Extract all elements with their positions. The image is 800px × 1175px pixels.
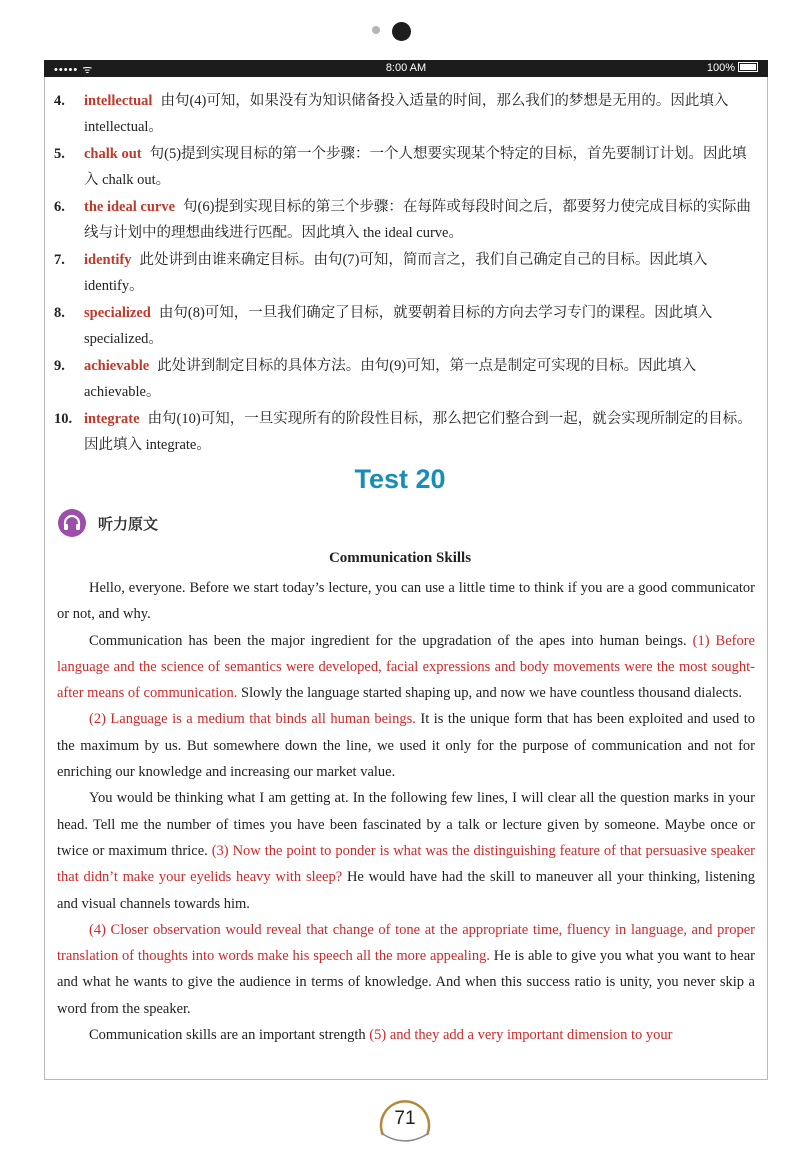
transcript-text: Hello, everyone. Before we start today’s lecture, you can use a little time to think if you are a good communicator or not, and why. <box>57 580 755 623</box>
battery-status <box>707 62 758 74</box>
answer-number: 5. <box>54 146 65 162</box>
answer-keyword: achievable <box>84 358 150 374</box>
transcript-paragraph <box>57 1022 755 1048</box>
passage-title: Communication Skills <box>328 550 472 566</box>
answer-number: 8. <box>54 305 65 321</box>
answer-keyword: intellectual <box>84 93 153 109</box>
transcript-text: He is able to give you what you want to hear and what he wants to give the audience in terms of knowledge. And when this success ratio is unity, you never skip a word from the speaker. <box>57 948 756 1017</box>
answer-number: 10. <box>54 411 73 427</box>
transcript-paragraph <box>57 628 755 707</box>
answer-keyword: specialized <box>84 305 151 321</box>
status-bar <box>44 60 768 77</box>
battery-percent: 100% <box>706 62 735 74</box>
answer-keyword: identify <box>84 252 132 268</box>
answer-explanations <box>54 88 754 459</box>
key-sentence: (5) and they add a very important dimension to your <box>369 1027 673 1044</box>
key-sentence: (1) Before language and the science of semantics were developed, facial expressions and body movements were the most sought-after means of communication. <box>57 632 755 702</box>
transcript-paragraph <box>57 785 755 916</box>
transcript-text: Slowly the language started shaping up, and now we have countless thousand dialects. <box>237 685 742 702</box>
status-time: 8:00 AM <box>385 62 427 74</box>
answer-item <box>54 141 754 193</box>
page-number: 71 <box>394 1108 416 1129</box>
transcript-paragraph <box>57 706 755 785</box>
answer-explanation: 此处讲到制定目标的具体方法。由句(9)可知，第一点是制定可实现的目标。因此填入 achievable。 <box>84 358 697 400</box>
answer-item <box>54 88 754 140</box>
answer-number: 7. <box>54 252 65 268</box>
answer-keyword: integrate <box>84 411 140 427</box>
battery-icon <box>738 62 758 72</box>
transcript-paragraph <box>57 575 755 628</box>
answer-keyword: chalk out <box>84 146 142 162</box>
answer-number: 4. <box>54 93 65 109</box>
answer-keyword: the ideal curve <box>84 199 176 215</box>
answer-explanation: 由句(8)可知，一旦我们确定了目标，就要朝着目标的方向去学习专门的课程。因此填入 specialized。 <box>84 305 713 347</box>
key-sentence: (4) Closer observation would reveal that change of tone at the appropriate time, fluency in language, and proper translation of thoughts into words make his speech all the more appealing. <box>57 921 755 965</box>
answer-explanation: 此处讲到由谁来确定目标。由句(7)可知，简而言之，我们自己确定自己的目标。因此填入 identify。 <box>84 252 708 294</box>
camera-dot <box>372 26 380 34</box>
key-sentence: (2) Language is a medium that binds all human beings. <box>89 711 416 728</box>
answer-explanation: 由句(4)可知，如果没有为知识储备投入适量的时间，那么我们的梦想是无用的。因此填入 intellectual。 <box>84 93 729 135</box>
answer-number: 6. <box>54 199 65 215</box>
camera-lens <box>392 22 411 41</box>
transcript-text: He would have had the skill to maneuver all your thinking, listening and visual channels towards him. <box>57 869 756 912</box>
transcript-text: Communication has been the major ingredient for the upgradation of the apes into human beings. <box>89 632 693 649</box>
answer-explanation: 句(6)提到实现目标的第三个步骤：在每阵或每段时间之后，都要努力使完成目标的实际曲线与计划中的理想曲线进行匹配。因此填入 the ideal curve。 <box>84 199 751 241</box>
answer-explanation: 由句(10)可知，一旦实现所有的阶段性目标，那么把它们整合到一起，就会实现所制定的目标。因此填入 integrate。 <box>84 411 752 453</box>
answer-number: 9. <box>54 358 65 374</box>
answer-item <box>54 353 754 405</box>
transcript-text: Communication skills are an important strength <box>89 1027 370 1044</box>
listening-transcript <box>57 575 755 1048</box>
headphones-icon <box>58 509 86 537</box>
key-sentence: (3) Now the point to ponder is what was the distinguishing feature of that persuasive speaker that didn’t make your eyelids heavy with sleep? <box>57 842 755 886</box>
answer-item <box>54 194 754 246</box>
transcript-text: It is the unique form that has been exploited and used to the maximum by us. But somewhere down the line, we used it only for the purpose of communication and not for enriching our knowledge and increasing our market value. <box>57 711 755 781</box>
answer-item <box>54 406 754 458</box>
section-label: 听力原文 <box>98 515 159 533</box>
test-title: Test 20 <box>354 464 446 494</box>
answer-item <box>54 247 754 299</box>
transcript-paragraph <box>57 917 755 1022</box>
signal-indicator: ••••• ᯤ <box>54 64 94 76</box>
answer-item <box>54 300 754 352</box>
answer-explanation: 句(5)提到实现目标的第一个步骤：一个人想要实现某个特定的目标，首先要制订计划。因此填入 chalk out。 <box>84 146 747 188</box>
transcript-text: You would be thinking what I am getting at. In the following few lines, I will clear all the question marks in your head. Tell me the number of times you have been fascinated by a talk or lecture given by someone. Maybe once or twice or maximum thrice. <box>57 790 755 859</box>
